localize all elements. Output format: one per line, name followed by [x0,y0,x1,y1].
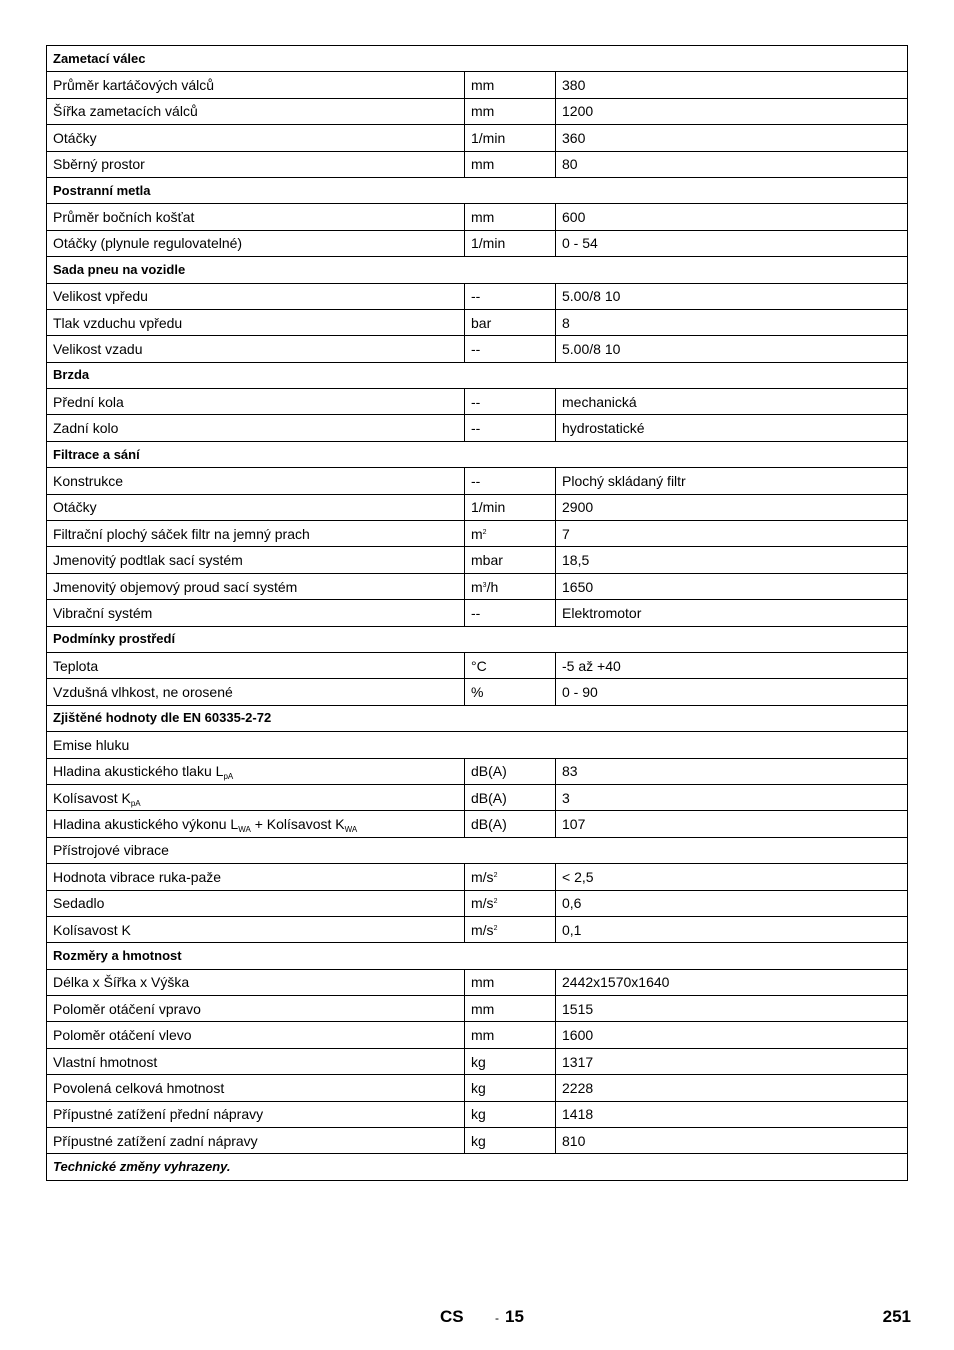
parameter-name-text: Kolísavost K [53,789,131,806]
parameter-name [47,283,465,309]
unit-text: m [471,578,483,595]
unit-cell [465,468,556,494]
section-heading: Zametací válec [47,46,908,72]
subheading: Přístrojové vibrace [47,837,908,863]
table-row [47,864,908,890]
table-row [47,362,908,388]
unit-cell [465,600,556,626]
value-cell: 0,1 [556,916,908,942]
table-row [47,916,908,942]
table-row [47,257,908,283]
value-cell: 18,5 [556,547,908,573]
parameter-name [47,468,465,494]
table-row [47,415,908,441]
unit-text: -- [471,393,481,410]
table-row [47,1048,908,1074]
value-cell: 600 [556,204,908,230]
table-row [47,837,908,863]
unit-superscript: 2 [482,528,487,536]
unit-superscript: 2 [493,924,498,932]
unit-cell [465,98,556,124]
parameter-name-text: Povolená celková hmotnost [53,1079,225,1096]
table-row [47,1154,908,1180]
table-row [47,389,908,415]
unit-text: m [471,525,483,542]
unit-text: dB(A) [471,816,507,833]
parameter-name [47,811,465,837]
unit-cell [465,811,556,837]
table-row [47,732,908,758]
value-cell: 1600 [556,1022,908,1048]
unit-cell [465,1128,556,1154]
table-row [47,177,908,203]
unit-text: dB(A) [471,789,507,806]
table-row [47,573,908,599]
value-cell: 1515 [556,996,908,1022]
value-cell: 1317 [556,1048,908,1074]
table-row [47,652,908,678]
unit-superscript: 2 [493,871,498,879]
parameter-name [47,573,465,599]
parameter-name-text: Sedadlo [53,895,105,912]
value-cell: 2900 [556,494,908,520]
parameter-name [47,230,465,256]
spec-table-body [47,46,908,1181]
unit-cell [465,151,556,177]
parameter-subscript: pA [223,772,234,782]
value-cell: 3 [556,784,908,810]
parameter-name-text: Filtrační plochý sáček filtr na jemný prach [53,525,310,542]
table-row [47,1022,908,1048]
parameter-name [47,151,465,177]
parameter-name-text: Otáčky (plynule regulovatelné) [53,235,243,252]
parameter-name [47,98,465,124]
value-cell: 2442x1570x1640 [556,969,908,995]
parameter-name-text: Teplota [53,657,99,674]
parameter-name-text: Poloměr otáčení vpravo [53,1000,201,1017]
table-row [47,72,908,98]
footer-dash: - [495,1311,499,1325]
parameter-name [47,1048,465,1074]
unit-text: -- [471,604,481,621]
parameter-name-text: Tlak vzduchu vpředu [53,314,183,331]
table-row [47,283,908,309]
unit-cell [465,283,556,309]
table-row [47,521,908,547]
parameter-name [47,521,465,547]
unit-text: m/s [471,921,494,938]
value-cell: 360 [556,125,908,151]
unit-cell [465,204,556,230]
parameter-name-text: Vibrační systém [53,604,153,621]
table-row [47,705,908,731]
unit-text: dB(A) [471,763,507,780]
table-row [47,125,908,151]
parameter-name [47,336,465,362]
parameter-name-text: Jmenovitý objemový proud sací systém [53,578,298,595]
table-row [47,46,908,72]
table-row [47,441,908,467]
unit-text: m/s [471,895,494,912]
unit-cell [465,125,556,151]
section-heading: Rozměry a hmotnost [47,943,908,969]
parameter-name-text: Vzdušná vlhkost, ne orosené [53,684,233,701]
unit-text: % [471,684,484,701]
unit-text: -- [471,288,481,305]
parameter-name [47,890,465,916]
unit-text: kg [471,1079,486,1096]
value-cell: 1418 [556,1101,908,1127]
value-cell: hydrostatické [556,415,908,441]
footer-language: CS [440,1307,464,1326]
table-row [47,890,908,916]
parameter-name [47,916,465,942]
parameter-name [47,864,465,890]
parameter-name [47,125,465,151]
parameter-name [47,1128,465,1154]
spec-table [46,45,908,1181]
parameter-name-text: Velikost vzadu [53,340,143,357]
table-row [47,98,908,124]
parameter-name-text: Přední kola [53,393,124,410]
table-row [47,151,908,177]
unit-text: °C [471,657,487,674]
unit-cell [465,309,556,335]
parameter-name-text: Vlastní hmotnost [53,1053,158,1070]
parameter-name [47,204,465,230]
unit-text: mm [471,103,495,120]
table-row [47,309,908,335]
unit-cell [465,784,556,810]
unit-cell [465,652,556,678]
value-cell: 1650 [556,573,908,599]
unit-text: mm [471,209,495,226]
parameter-name [47,547,465,573]
parameter-subscript: pA [130,798,141,808]
parameter-name-text: Konstrukce [53,472,124,489]
table-row [47,784,908,810]
unit-cell [465,679,556,705]
value-cell: 5.00/8 10 [556,283,908,309]
table-row [47,758,908,784]
unit-cell [465,1048,556,1074]
parameter-name [47,1075,465,1101]
parameter-name-text: Průměr kartáčových válců [53,77,215,94]
unit-cell [465,916,556,942]
value-cell: Elektromotor [556,600,908,626]
parameter-name-text: Velikost vpředu [53,288,148,305]
value-cell: 810 [556,1128,908,1154]
unit-cell [465,573,556,599]
table-row [47,230,908,256]
unit-text: m/s [471,868,494,885]
parameter-name-text: Kolísavost K [53,921,131,938]
value-cell: Plochý skládaný filtr [556,468,908,494]
value-cell: 5.00/8 10 [556,336,908,362]
parameter-name-text: Šířka zametacích válců [53,103,198,120]
unit-superscript: 2 [493,898,498,906]
table-row [47,1101,908,1127]
table-row [47,996,908,1022]
parameter-name [47,494,465,520]
parameter-name [47,679,465,705]
section-heading: Brzda [47,362,908,388]
parameter-name [47,758,465,784]
footnote: Technické změny vyhrazeny. [47,1154,908,1180]
unit-text: mm [471,1027,495,1044]
unit-superscript: 3 [482,581,487,589]
parameter-subscript: WA [238,825,251,835]
unit-text: -- [471,340,481,357]
parameter-name [47,1101,465,1127]
unit-cell [465,521,556,547]
unit-cell [465,1022,556,1048]
table-row [47,468,908,494]
parameter-name [47,72,465,98]
value-cell: 2228 [556,1075,908,1101]
table-row [47,547,908,573]
unit-cell [465,230,556,256]
parameter-name [47,969,465,995]
value-cell: 107 [556,811,908,837]
parameter-name [47,1022,465,1048]
unit-cell [465,758,556,784]
table-row [47,969,908,995]
table-row [47,811,908,837]
parameter-name-text: Zadní kolo [53,420,119,437]
unit-text: mm [471,156,495,173]
table-row [47,204,908,230]
section-heading: Zjištěné hodnoty dle EN 60335-2-72 [47,705,908,731]
unit-text: bar [471,314,492,331]
table-row [47,1075,908,1101]
unit-text: 1/min [471,129,506,146]
value-cell: 1200 [556,98,908,124]
value-cell: 0 - 90 [556,679,908,705]
table-row [47,494,908,520]
value-cell: 380 [556,72,908,98]
parameter-subscript: WA [344,825,358,835]
unit-text: mbar [471,552,503,569]
unit-text: kg [471,1132,486,1149]
parameter-name-text: Přípustné zatížení zadní nápravy [53,1132,258,1149]
value-cell: 80 [556,151,908,177]
unit-cell [465,336,556,362]
unit-cell [465,1075,556,1101]
parameter-name-text: Hodnota vibrace ruka-paže [53,868,222,885]
value-cell: 0 - 54 [556,230,908,256]
parameter-name-text: Sběrný prostor [53,156,145,173]
unit-cell [465,547,556,573]
unit-cell [465,864,556,890]
value-cell: 0,6 [556,890,908,916]
footer-page-number: 251 [882,1307,911,1326]
unit-cell [465,969,556,995]
unit-text: -- [471,420,481,437]
subheading: Emise hluku [47,732,908,758]
parameter-name-text: + Kolísavost K [250,816,345,833]
table-row [47,600,908,626]
parameter-name [47,415,465,441]
parameter-name [47,309,465,335]
parameter-name-text: Poloměr otáčení vlevo [53,1027,192,1044]
parameter-name [47,600,465,626]
parameter-name-text: Průměr bočních košťat [53,209,195,226]
parameter-name-text: Délka x Šířka x Výška [53,974,190,991]
value-cell: < 2,5 [556,864,908,890]
section-heading: Podmínky prostředí [47,626,908,652]
parameter-name-text: Přípustné zatížení přední nápravy [53,1106,264,1123]
unit-cell [465,890,556,916]
value-cell: 83 [556,758,908,784]
parameter-name-text: Jmenovitý podtlak sací systém [53,552,243,569]
table-row [47,336,908,362]
table-row [47,1128,908,1154]
value-cell: 8 [556,309,908,335]
unit-text: 1/min [471,499,506,516]
section-heading: Filtrace a sání [47,441,908,467]
unit-text: -- [471,472,481,489]
parameter-name-text: Hladina akustického tlaku L [53,763,224,780]
unit-text: mm [471,1000,495,1017]
section-heading: Sada pneu na vozidle [47,257,908,283]
parameter-name [47,784,465,810]
parameter-name [47,996,465,1022]
unit-cell [465,1101,556,1127]
unit-text: mm [471,77,495,94]
unit-cell [465,72,556,98]
table-row [47,626,908,652]
unit-text: kg [471,1053,486,1070]
unit-text: kg [471,1106,486,1123]
footer-section-page: 15 [505,1307,524,1326]
unit-cell [465,494,556,520]
table-row [47,679,908,705]
unit-text: /h [486,578,499,595]
unit-cell [465,389,556,415]
value-cell: -5 až +40 [556,652,908,678]
parameter-name [47,389,465,415]
parameter-name-text: Otáčky [53,499,97,516]
section-heading: Postranní metla [47,177,908,203]
unit-text: mm [471,974,495,991]
table-row [47,943,908,969]
unit-cell [465,996,556,1022]
value-cell: 7 [556,521,908,547]
unit-text: 1/min [471,235,506,252]
parameter-name-text: Otáčky [53,129,97,146]
parameter-name-text: Hladina akustického výkonu L [53,816,239,833]
parameter-name [47,652,465,678]
value-cell: mechanická [556,389,908,415]
unit-cell [465,415,556,441]
